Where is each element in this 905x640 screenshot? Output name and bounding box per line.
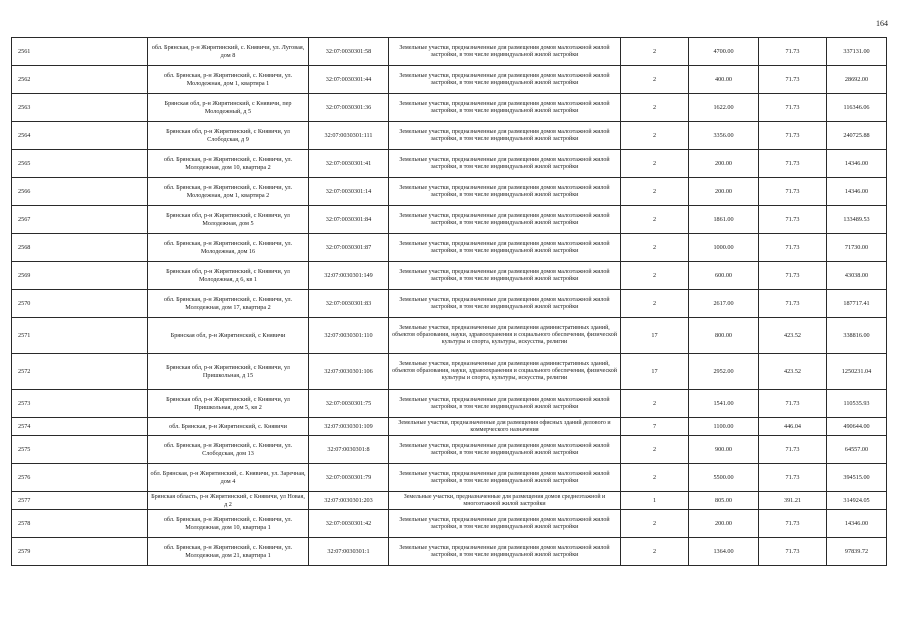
table-row (12, 94, 887, 122)
cadastral-value-cell: 14346.00 (827, 178, 887, 206)
cadastral-number-cell: 32:07:0030301:44 (309, 66, 389, 94)
cadastral-value-cell: 116346.06 (827, 94, 887, 122)
group-cell: 2 (621, 436, 689, 464)
row-number: 2562 (12, 66, 148, 94)
address-cell: обл. Брянская, р-н Жирятинский, с. Княвичи, ул. Молодежная, дом 1, квартира 2 (148, 178, 309, 206)
cadastral-value-cell: 187717.41 (827, 290, 887, 318)
cadastral-number-cell: 32:07:0030301:110 (309, 318, 389, 354)
area-cell: 900.00 (689, 436, 759, 464)
land-use-cell: Земельные участки, предназначенные для размещения домов малоэтажной жилой застройки, в том числе индивидуальной жилой застройки (389, 66, 621, 94)
land-use-cell: Земельные участки, предназначенные для размещения домов малоэтажной жилой застройки, в том числе индивидуальной жилой застройки (389, 206, 621, 234)
address-cell: Брянская обл, р-н Жирятинский, с Княвичи, ул Слободская, д 9 (148, 122, 309, 150)
land-use-cell: Земельные участки, предназначенные для размещения домов малоэтажной жилой застройки, в том числе индивидуальной жилой застройки (389, 234, 621, 262)
table-row (12, 262, 887, 290)
rate-cell: 71.73 (759, 66, 827, 94)
rate-cell: 71.73 (759, 290, 827, 318)
row-number: 2567 (12, 206, 148, 234)
area-cell: 200.00 (689, 150, 759, 178)
cadastral-number-cell: 32:07:0030301:84 (309, 206, 389, 234)
land-use-cell: Земельные участки, предназначенные для размещения домов малоэтажной жилой застройки, в том числе индивидуальной жилой застройки (389, 38, 621, 66)
table-row (12, 38, 887, 66)
address-cell: обл. Брянская, р-н Жирятинский, с. Княвичи, ул. Молодежная, дом 10, квартира 1 (148, 510, 309, 538)
land-use-cell: Земельные участки, предназначенные для размещения домов малоэтажной жилой застройки, в том числе индивидуальной жилой застройки (389, 262, 621, 290)
land-use-cell: Земельные участки, предназначенные для размещения административных зданий, объектов образования, науки, здравоохранения и социального обеспечения, физической культуры и спорта, культуры, искусства, религии (389, 318, 621, 354)
table-row (12, 318, 887, 354)
table-row (12, 234, 887, 262)
address-cell: обл. Брянская, р-н Жирятинский, с. Княвичи, ул. Молодежная, дом 1, квартира 1 (148, 66, 309, 94)
table-row (12, 538, 887, 566)
area-cell: 1861.00 (689, 206, 759, 234)
group-cell: 2 (621, 538, 689, 566)
area-cell: 805.00 (689, 492, 759, 510)
group-cell: 2 (621, 510, 689, 538)
table-row (12, 206, 887, 234)
area-cell: 2617.00 (689, 290, 759, 318)
area-cell: 4700.00 (689, 38, 759, 66)
address-cell: Брянская обл, р-н Жирятинский, с Княвичи, ул Пришкольная, д 15 (148, 354, 309, 390)
area-cell: 1000.00 (689, 234, 759, 262)
land-use-cell: Земельные участки, предназначенные для размещения домов малоэтажной жилой застройки, в том числе индивидуальной жилой застройки (389, 464, 621, 492)
row-number: 2573 (12, 390, 148, 418)
cadastral-number-cell: 32:07:0030301:106 (309, 354, 389, 390)
rate-cell: 71.73 (759, 234, 827, 262)
row-number: 2577 (12, 492, 148, 510)
cadastral-value-cell: 490644.00 (827, 418, 887, 436)
group-cell: 2 (621, 94, 689, 122)
area-cell: 2952.00 (689, 354, 759, 390)
land-use-cell: Земельные участки, предназначенные для размещения домов малоэтажной жилой застройки, в том числе индивидуальной жилой застройки (389, 178, 621, 206)
cadastral-value-cell: 240725.88 (827, 122, 887, 150)
cadastral-value-cell: 28692.00 (827, 66, 887, 94)
land-use-cell: Земельные участки, предназначенные для размещения домов малоэтажной жилой застройки, в том числе индивидуальной жилой застройки (389, 510, 621, 538)
rate-cell: 423.52 (759, 318, 827, 354)
cadastral-value-table (11, 37, 887, 566)
row-number: 2578 (12, 510, 148, 538)
group-cell: 17 (621, 354, 689, 390)
rate-cell: 71.73 (759, 122, 827, 150)
group-cell: 17 (621, 318, 689, 354)
rate-cell: 71.73 (759, 538, 827, 566)
cadastral-value-cell: 394515.00 (827, 464, 887, 492)
table-row (12, 178, 887, 206)
area-cell: 800.00 (689, 318, 759, 354)
row-number: 2563 (12, 94, 148, 122)
table-row (12, 290, 887, 318)
cadastral-number-cell: 32:07:0030301:1 (309, 538, 389, 566)
address-cell: Брянская обл, р-н Жирятинский, с Княвичи, ул Молодежная, д 6, кв 1 (148, 262, 309, 290)
table-row (12, 492, 887, 510)
area-cell: 1364.00 (689, 538, 759, 566)
area-cell: 600.00 (689, 262, 759, 290)
row-number: 2579 (12, 538, 148, 566)
address-cell: Брянская обл, р-н Жирятинский, с Княвичи, ул Пришкольная, дом 5, кв 2 (148, 390, 309, 418)
cadastral-number-cell: 32:07:0030301:75 (309, 390, 389, 418)
address-cell: Брянская обл, р-н Жирятинский, с Княвичи, ул Молодежная, дом 5 (148, 206, 309, 234)
group-cell: 2 (621, 464, 689, 492)
land-use-cell: Земельные участки, предназначенные для размещения домов среднеэтажной и многоэтажной жилой застройки (389, 492, 621, 510)
group-cell: 2 (621, 390, 689, 418)
area-cell: 3356.00 (689, 122, 759, 150)
land-use-cell: Земельные участки, предназначенные для размещения домов малоэтажной жилой застройки, в том числе индивидуальной жилой застройки (389, 436, 621, 464)
rate-cell: 71.73 (759, 436, 827, 464)
cadastral-value-cell: 14346.00 (827, 150, 887, 178)
table-row (12, 510, 887, 538)
cadastral-number-cell: 32:07:0030301:36 (309, 94, 389, 122)
group-cell: 2 (621, 206, 689, 234)
table-row (12, 122, 887, 150)
cadastral-value-cell: 43038.00 (827, 262, 887, 290)
rate-cell: 71.73 (759, 178, 827, 206)
area-cell: 5500.00 (689, 464, 759, 492)
rate-cell: 71.73 (759, 262, 827, 290)
group-cell: 2 (621, 66, 689, 94)
area-cell: 200.00 (689, 178, 759, 206)
cadastral-value-cell: 71730.00 (827, 234, 887, 262)
rate-cell: 446.04 (759, 418, 827, 436)
group-cell: 2 (621, 150, 689, 178)
table-row (12, 354, 887, 390)
cadastral-value-cell: 337131.00 (827, 38, 887, 66)
table-row (12, 390, 887, 418)
address-cell: обл. Брянская, р-н Жирятинский, с. Княвичи, ул. Молодежная, дом 10, квартира 2 (148, 150, 309, 178)
cadastral-value-cell: 338816.00 (827, 318, 887, 354)
rate-cell: 71.73 (759, 206, 827, 234)
row-number: 2568 (12, 234, 148, 262)
cadastral-value-cell: 64557.00 (827, 436, 887, 464)
area-cell: 400.00 (689, 66, 759, 94)
row-number: 2576 (12, 464, 148, 492)
address-cell: обл. Брянская, р-н Жирятинский, с. Княвичи, ул. Молодежная, дом 17, квартира 2 (148, 290, 309, 318)
table-row (12, 418, 887, 436)
address-cell: обл. Брянская, р-н Жирятинский, с. Княвичи (148, 418, 309, 436)
rate-cell: 71.73 (759, 150, 827, 178)
group-cell: 2 (621, 38, 689, 66)
land-use-cell: Земельные участки, предназначенные для размещения домов малоэтажной жилой застройки, в том числе индивидуальной жилой застройки (389, 538, 621, 566)
address-cell: обл. Брянская, р-н Жирятинский, с. Княвичи, ул. Слободская, дом 13 (148, 436, 309, 464)
cadastral-number-cell: 32:07:0030301:79 (309, 464, 389, 492)
page-number: 164 (876, 19, 888, 28)
rate-cell: 71.73 (759, 94, 827, 122)
area-cell: 1541.00 (689, 390, 759, 418)
address-cell: Брянская обл, р-н Жирятинский, с Княвичи, пер Молодежный, д 5 (148, 94, 309, 122)
row-number: 2565 (12, 150, 148, 178)
cadastral-value-cell: 14346.00 (827, 510, 887, 538)
cadastral-number-cell: 32:07:0030301:109 (309, 418, 389, 436)
rate-cell: 71.73 (759, 38, 827, 66)
cadastral-number-cell: 32:07:0030301:87 (309, 234, 389, 262)
cadastral-value-cell: 314924.05 (827, 492, 887, 510)
row-number: 2561 (12, 38, 148, 66)
group-cell: 2 (621, 178, 689, 206)
rate-cell: 71.73 (759, 464, 827, 492)
cadastral-value-cell: 110535.93 (827, 390, 887, 418)
table-row (12, 436, 887, 464)
row-number: 2574 (12, 418, 148, 436)
land-use-cell: Земельные участки, предназначенные для размещения домов малоэтажной жилой застройки, в том числе индивидуальной жилой застройки (389, 122, 621, 150)
row-number: 2575 (12, 436, 148, 464)
address-cell: Брянская область, р-н Жирятинский, с Княвичи, ул Новая, д 2 (148, 492, 309, 510)
row-number: 2571 (12, 318, 148, 354)
area-cell: 200.00 (689, 510, 759, 538)
group-cell: 7 (621, 418, 689, 436)
table-row (12, 66, 887, 94)
cadastral-number-cell: 32:07:0030301:14 (309, 178, 389, 206)
cadastral-number-cell: 32:07:0030301:41 (309, 150, 389, 178)
row-number: 2564 (12, 122, 148, 150)
land-use-cell: Земельные участки, предназначенные для размещения домов малоэтажной жилой застройки, в том числе индивидуальной жилой застройки (389, 290, 621, 318)
group-cell: 2 (621, 122, 689, 150)
area-cell: 1622.00 (689, 94, 759, 122)
land-use-cell: Земельные участки, предназначенные для размещения административных зданий, объектов образования, науки, здравоохранения и социального обеспечения, физической культуры и спорта, культуры, искусства, религии (389, 354, 621, 390)
cadastral-value-cell: 1250231.04 (827, 354, 887, 390)
address-cell: обл. Брянская, р-н Жирятинский, с. Княвичи, ул. Молодежная, дом 16 (148, 234, 309, 262)
row-number: 2566 (12, 178, 148, 206)
group-cell: 2 (621, 262, 689, 290)
land-use-cell: Земельные участки, предназначенные для размещения домов малоэтажной жилой застройки, в том числе индивидуальной жилой застройки (389, 150, 621, 178)
land-use-cell: Земельные участки, предназначенные для размещения домов малоэтажной жилой застройки, в том числе индивидуальной жилой застройки (389, 94, 621, 122)
cadastral-value-cell: 97839.72 (827, 538, 887, 566)
address-cell: обл. Брянская, р-н Жирятинский, с. Княвичи, ул. Молодежная, дом 21, квартира 1 (148, 538, 309, 566)
cadastral-number-cell: 32:07:0030301:8 (309, 436, 389, 464)
cadastral-number-cell: 32:07:0030301:58 (309, 38, 389, 66)
cadastral-number-cell: 32:07:0030301:42 (309, 510, 389, 538)
land-use-cell: Земельные участки, предназначенные для размещения офисных зданий делового и коммерческого назначения (389, 418, 621, 436)
table-row (12, 464, 887, 492)
row-number: 2572 (12, 354, 148, 390)
cadastral-number-cell: 32:07:0030301:149 (309, 262, 389, 290)
rate-cell: 71.73 (759, 390, 827, 418)
group-cell: 2 (621, 234, 689, 262)
rate-cell: 71.73 (759, 510, 827, 538)
area-cell: 1100.00 (689, 418, 759, 436)
address-cell: обл. Брянская, р-н Жирятинский, с. Княвичи, ул. Луговая, дом 8 (148, 38, 309, 66)
row-number: 2569 (12, 262, 148, 290)
cadastral-value-cell: 133489.53 (827, 206, 887, 234)
rate-cell: 391.21 (759, 492, 827, 510)
cadastral-number-cell: 32:07:0030301:203 (309, 492, 389, 510)
address-cell: обл. Брянская, р-н Жирятинский, с. Княвичи, ул. Заречная, дом 4 (148, 464, 309, 492)
land-use-cell: Земельные участки, предназначенные для размещения домов малоэтажной жилой застройки, в том числе индивидуальной жилой застройки (389, 390, 621, 418)
group-cell: 2 (621, 290, 689, 318)
row-number: 2570 (12, 290, 148, 318)
cadastral-number-cell: 32:07:0030301:111 (309, 122, 389, 150)
rate-cell: 423.52 (759, 354, 827, 390)
address-cell: Брянская обл, р-н Жирятинский, с Княвичи (148, 318, 309, 354)
table-row (12, 150, 887, 178)
group-cell: 1 (621, 492, 689, 510)
cadastral-number-cell: 32:07:0030301:83 (309, 290, 389, 318)
